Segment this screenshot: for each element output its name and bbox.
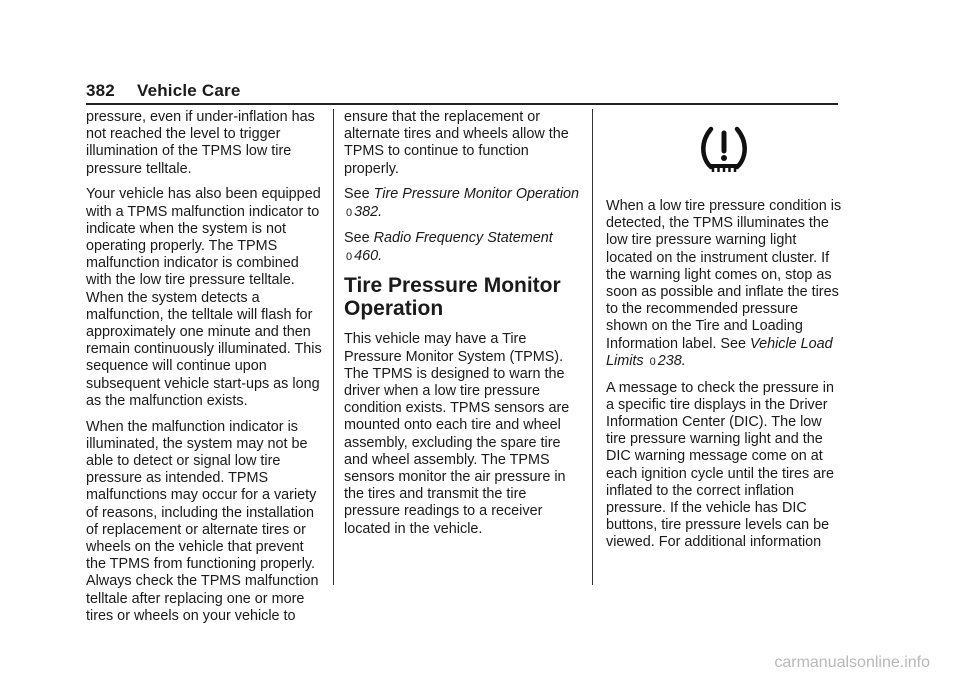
section-title: Vehicle Care	[136, 81, 241, 100]
column-3	[606, 109, 842, 560]
page-header	[86, 81, 241, 101]
column-divider	[333, 109, 334, 585]
page-arrow-icon: 0	[346, 250, 353, 263]
paragraph: This vehicle may have a Tire Pressure Monitor System (TPMS). The TPMS is designed to warn the driver when a low tire pressure condition exists. TPMS sensors are mounted onto each tire and wheel assembly, excluding the spare tire and wheel assembly. The TPMS sensors monitor the air pressure in the tires and transmit the tire pressure readings to a receiver located in the vehicle.	[344, 331, 570, 537]
cross-reference-link[interactable]: Radio Frequency Statement	[373, 230, 553, 247]
paragraph: ensure that the replacement or alternate tires and wheels allow the TPMS to continue to function properly.	[344, 109, 569, 177]
page-ref[interactable]: 460	[354, 247, 379, 264]
see-reference: See Tire Pressure Monitor Operation 0 382.	[344, 186, 580, 220]
column-2	[344, 109, 584, 546]
low-tire-pressure-icon	[698, 125, 750, 173]
paragraph: pressure, even if under-inflation has not reached the level to trigger illumination of the TPMS low tire pressure telltale.	[86, 109, 315, 177]
page-arrow-icon: 0	[346, 206, 353, 219]
paragraph: When the malfunction indicator is illuminated, the system may not be able to detect or signal low tire pressure as intended. TPMS malfunctions may occur for a variety of reasons, including the installation of replacement or alternate tires or wheels on the vehicle that prevent the TPMS from functioning properly. Always check the TPMS malfunction telltale after replacing one or more tires or wheels on your vehicle to	[86, 418, 319, 624]
section-heading: Tire Pressure Monitor Operation	[344, 274, 561, 321]
column-divider	[592, 109, 593, 585]
paragraph: Your vehicle has also been equipped with a TPMS malfunction indicator to indicate when the system is not operating properly. The TPMS malfunction indicator is combined with the low tire pressure telltale. When the system detects a malfunction, the telltale will flash for approximately one minute and then remain continuously illuminated. This sequence will continue upon subsequent vehicle start-ups as long as the malfunction exists.	[86, 186, 322, 409]
page-ref[interactable]: 382	[354, 203, 379, 220]
watermark: carmanualsonline.info	[774, 654, 930, 671]
paragraph: When a low tire pressure condition is detected, the TPMS illuminates the low tire pressure warning light located on the instrument cluster. If the warning light comes on, stop as soon as possible and inflate the tires to the recommended pressure shown on the Tire and Loading Information label. See Vehicle Load Limits 0 238.	[606, 198, 842, 369]
page-number: 382	[86, 81, 115, 100]
cross-reference-link[interactable]: Vehicle Load Limits	[606, 335, 833, 369]
cross-reference-link[interactable]: Tire Pressure Monitor Operation	[373, 186, 580, 203]
paragraph: A message to check the pressure in a specific tire displays in the Driver Information Center (DIC). The low tire pressure warning light and the DIC warning message come on at each ignition cycle until the tires are inflated to the correct inflation pressure. If the vehicle has DIC buttons, tire pressure levels can be viewed. For additional information	[606, 379, 834, 551]
column-1	[86, 109, 326, 634]
see-reference: See Radio Frequency Statement 0 460.	[344, 230, 553, 264]
page-ref[interactable]: 238	[657, 352, 682, 369]
header-rule	[86, 103, 838, 105]
page-arrow-icon: 0	[649, 355, 656, 368]
